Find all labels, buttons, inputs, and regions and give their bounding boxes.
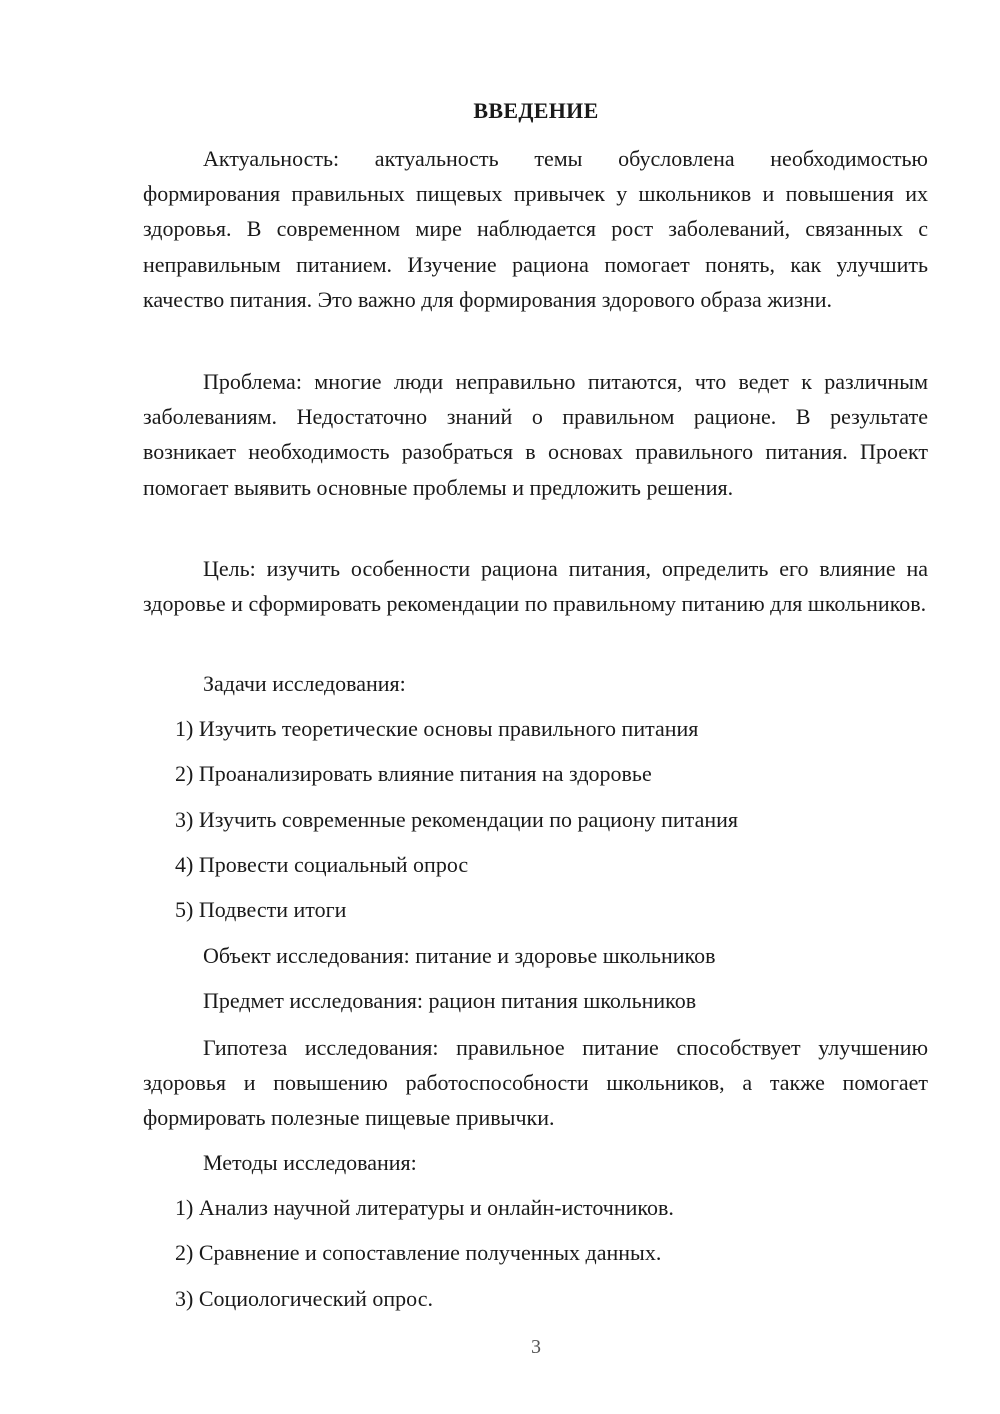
page-number: 3 bbox=[531, 1336, 541, 1358]
list-item: 2) Сравнение и сопоставление полученных данных. bbox=[175, 1240, 662, 1265]
list-item: 1) Анализ научной литературы и онлайн-источников. bbox=[175, 1195, 674, 1220]
goal-paragraph: Цель: изучить особенности рациона питания, определить его влияние на здоровье и сформировать рекомендации по правильному питанию для школьников. bbox=[143, 556, 928, 617]
list-item: 3) Изучить современные рекомендации по рациону питания bbox=[175, 807, 738, 832]
problem-paragraph: Проблема: многие люди неправильно питаются, что ведет к различным заболеваниям. Недостаточно знаний о правильном рационе. В результате возникает необходимость разобраться в основах правильного питания. Проект помогает выявить основные проблемы и предложить решения. bbox=[143, 369, 928, 500]
list-item: 5) Подвести итоги bbox=[175, 897, 347, 922]
research-subject: Предмет исследования: рацион питания школьников bbox=[203, 988, 697, 1013]
list-item: 1) Изучить теоретические основы правильного питания bbox=[175, 716, 699, 741]
hypothesis-paragraph: Гипотеза исследования: правильное питание способствует улучшению здоровья и повышению работоспособности школьников, а также помогает формировать полезные пищевые привычки. bbox=[143, 1035, 928, 1131]
list-item: 4) Провести социальный опрос bbox=[175, 852, 469, 877]
list-item: 3) Социологический опрос. bbox=[175, 1286, 433, 1311]
research-object: Объект исследования: питание и здоровье школьников bbox=[203, 943, 716, 968]
relevance-paragraph: Актуальность: актуальность темы обусловлена необходимостью формирования правильных пищевых привычек у школьников и повышения их здоровья. В современном мире наблюдается рост заболеваний, связанных с неправильным питанием. Изучение рациона помогает понять, как улучшить качество питания. Это важно для формирования здорового образа жизни. bbox=[143, 146, 928, 312]
tasks-heading: Задачи исследования: bbox=[203, 671, 406, 696]
list-item: 2) Проанализировать влияние питания на здоровье bbox=[175, 761, 652, 786]
page-title: ВВЕДЕНИЕ bbox=[473, 98, 599, 123]
methods-heading: Методы исследования: bbox=[203, 1150, 417, 1175]
